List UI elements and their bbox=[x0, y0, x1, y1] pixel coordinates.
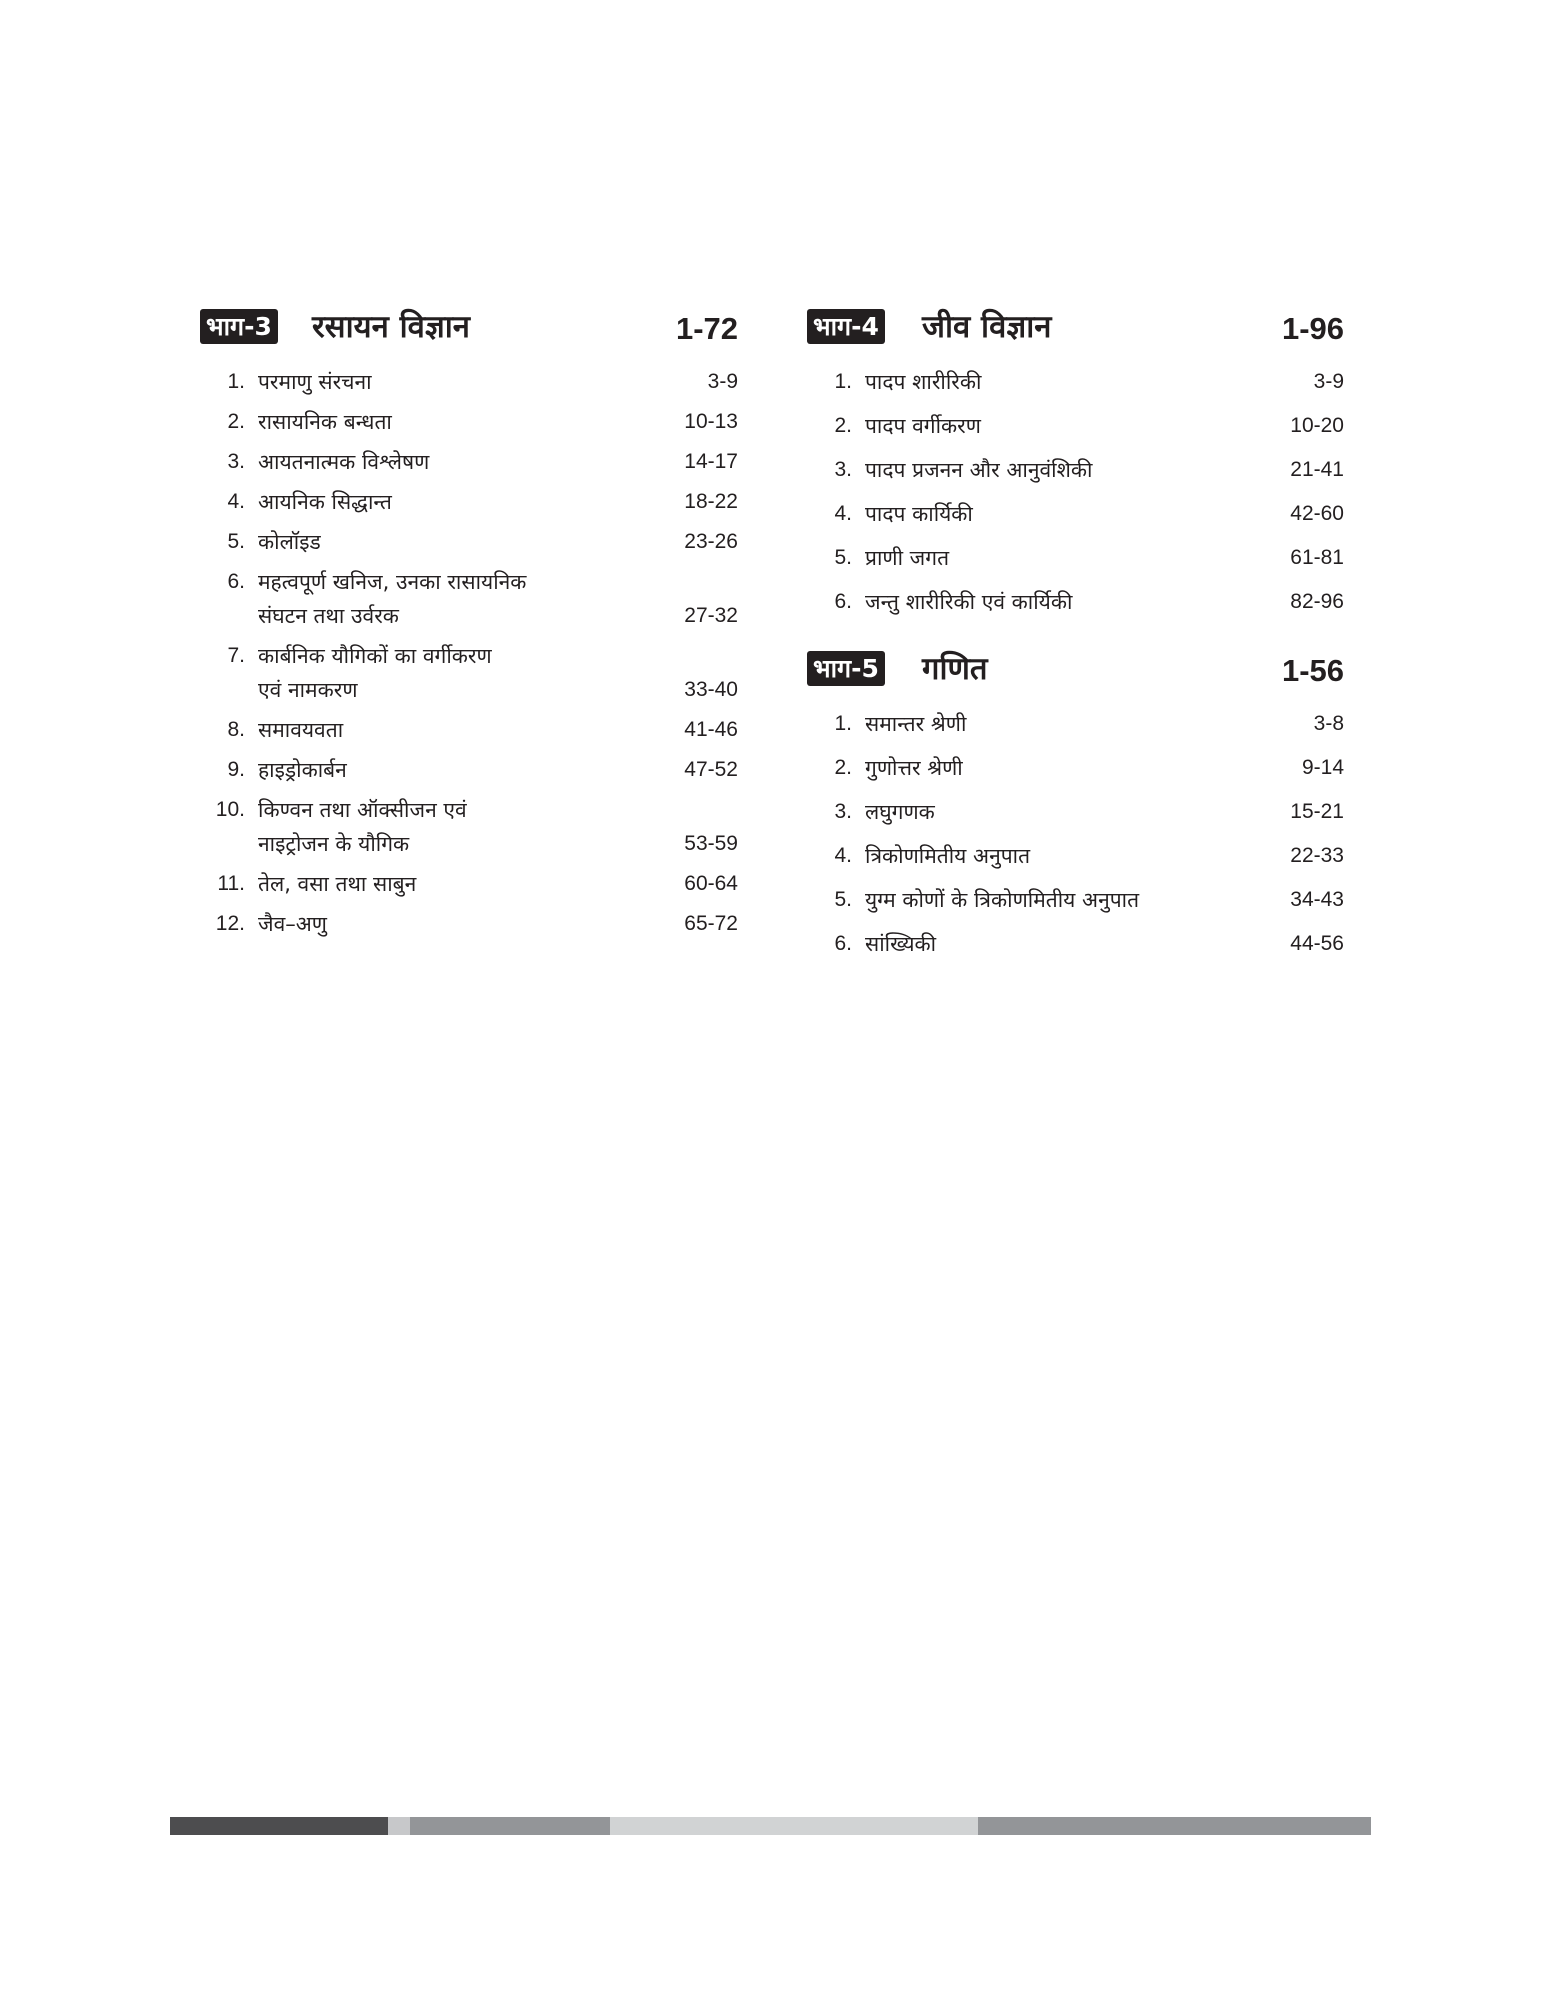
footer-bar-segment bbox=[610, 1817, 978, 1835]
chapter-title: समावयवता bbox=[258, 718, 344, 742]
chapter-number: 2. bbox=[834, 756, 852, 779]
chapter-title: गुणोत्तर श्रेणी bbox=[865, 756, 963, 780]
chapter-title: रासायनिक बन्धता bbox=[258, 410, 392, 434]
chapter-pages: 3-8 bbox=[1313, 712, 1344, 735]
chapter-pages: 10-13 bbox=[684, 410, 738, 433]
section-page-range: 1-56 bbox=[1281, 653, 1344, 688]
section-part-4 bbox=[807, 303, 1344, 619]
footer-color-bar bbox=[170, 1817, 1371, 1835]
chapter-number: 2. bbox=[227, 410, 245, 433]
chapter-entry bbox=[807, 751, 1344, 785]
chapter-pages: 15-21 bbox=[1290, 800, 1344, 823]
chapter-number: 3. bbox=[227, 450, 245, 473]
chapter-number: 6. bbox=[834, 932, 852, 955]
chapter-pages: 42-60 bbox=[1290, 502, 1344, 525]
chapter-pages: 9-14 bbox=[1301, 756, 1344, 779]
chapter-title: सांख्यिकी bbox=[865, 932, 937, 956]
section-header bbox=[807, 303, 1344, 353]
chapter-entry bbox=[807, 707, 1344, 741]
chapter-title: जैव–अणु bbox=[258, 912, 327, 936]
section-header bbox=[807, 645, 1344, 695]
chapter-entry bbox=[200, 793, 738, 861]
section-page-range: 1-96 bbox=[1281, 311, 1344, 346]
chapter-title: जन्तु शारीरिकी एवं कार्यिकी bbox=[865, 590, 1073, 614]
chapter-entry bbox=[807, 927, 1344, 961]
chapter-list bbox=[807, 707, 1344, 961]
chapter-pages: 41-46 bbox=[684, 718, 738, 741]
chapter-number: 4. bbox=[834, 502, 852, 525]
toc-right-column bbox=[807, 303, 1344, 971]
chapter-number: 1. bbox=[227, 370, 245, 393]
chapter-number: 4. bbox=[834, 844, 852, 867]
part-badge: भाग-4 bbox=[807, 309, 885, 344]
chapter-pages: 65-72 bbox=[684, 912, 738, 935]
chapter-number: 3. bbox=[834, 800, 852, 823]
chapter-pages: 18-22 bbox=[684, 490, 738, 513]
chapter-pages: 27-32 bbox=[684, 604, 738, 627]
chapter-title: आयनिक सिद्धान्त bbox=[258, 490, 392, 514]
chapter-entry bbox=[200, 639, 738, 707]
chapter-number: 5. bbox=[227, 530, 245, 553]
section-title: जीव विज्ञान bbox=[922, 309, 1052, 345]
chapter-title: प्राणी जगत bbox=[865, 546, 950, 570]
footer-bar-segment bbox=[388, 1817, 410, 1835]
chapter-title: युग्म कोणों के त्रिकोणमितीय अनुपात bbox=[865, 888, 1140, 912]
chapter-title: तेल, वसा तथा साबुन bbox=[258, 872, 417, 896]
chapter-entry bbox=[200, 753, 738, 787]
chapter-title: हाइड्रोकार्बन bbox=[258, 758, 347, 782]
chapter-number: 12. bbox=[215, 912, 245, 935]
chapter-pages: 3-9 bbox=[1313, 370, 1344, 393]
chapter-entry bbox=[807, 839, 1344, 873]
chapter-number: 2. bbox=[834, 414, 852, 437]
chapter-pages: 47-52 bbox=[684, 758, 738, 781]
footer-bar-segment bbox=[410, 1817, 610, 1835]
chapter-entry bbox=[200, 445, 738, 479]
chapter-pages: 82-96 bbox=[1290, 590, 1344, 613]
chapter-number: 5. bbox=[834, 546, 852, 569]
chapter-number: 1. bbox=[834, 712, 852, 735]
part-badge: भाग-5 bbox=[807, 651, 885, 686]
chapter-entry bbox=[807, 585, 1344, 619]
chapter-entry bbox=[807, 409, 1344, 443]
chapter-title: कोलॉइड bbox=[258, 530, 321, 554]
chapter-pages: 22-33 bbox=[1290, 844, 1344, 867]
chapter-pages: 21-41 bbox=[1290, 458, 1344, 481]
chapter-pages: 33-40 bbox=[684, 678, 738, 701]
chapter-entry bbox=[200, 485, 738, 519]
chapter-number: 9. bbox=[227, 758, 245, 781]
chapter-entry bbox=[807, 795, 1344, 829]
chapter-pages: 60-64 bbox=[684, 872, 738, 895]
chapter-pages: 14-17 bbox=[684, 450, 738, 473]
section-title: रसायन विज्ञान bbox=[312, 309, 471, 345]
chapter-title: त्रिकोणमितीय अनुपात bbox=[865, 844, 1031, 868]
part-badge: भाग-3 bbox=[200, 309, 278, 344]
chapter-entry bbox=[200, 365, 738, 399]
chapter-number: 7. bbox=[227, 644, 245, 667]
chapter-title: पादप शारीरिकी bbox=[865, 370, 982, 394]
chapter-entry bbox=[200, 907, 738, 941]
chapter-entry bbox=[200, 405, 738, 439]
chapter-number: 5. bbox=[834, 888, 852, 911]
section-part-5 bbox=[807, 645, 1344, 961]
chapter-pages: 34-43 bbox=[1290, 888, 1344, 911]
chapter-number: 3. bbox=[834, 458, 852, 481]
chapter-pages: 61-81 bbox=[1290, 546, 1344, 569]
chapter-number: 6. bbox=[834, 590, 852, 613]
chapter-entry bbox=[200, 525, 738, 559]
footer-bar-segment bbox=[170, 1817, 388, 1835]
chapter-title: लघुगणक bbox=[865, 800, 935, 824]
chapter-list bbox=[807, 365, 1344, 619]
chapter-number: 11. bbox=[217, 872, 245, 895]
chapter-entry bbox=[807, 541, 1344, 575]
chapter-title: पादप प्रजनन और आनुवंशिकी bbox=[865, 458, 1093, 482]
chapter-title: कार्बनिक यौगिकों का वर्गीकरण एवं नामकरण bbox=[258, 644, 492, 702]
chapter-pages: 23-26 bbox=[684, 530, 738, 553]
chapter-number: 6. bbox=[227, 570, 245, 593]
chapter-entry bbox=[807, 883, 1344, 917]
section-title: गणित bbox=[922, 651, 988, 687]
chapter-pages: 10-20 bbox=[1290, 414, 1344, 437]
chapter-title: पादप वर्गीकरण bbox=[865, 414, 981, 438]
chapter-title: किण्वन तथा ऑक्सीजन एवं नाइट्रोजन के यौगिक bbox=[258, 798, 467, 856]
chapter-title: आयतनात्मक विश्लेषण bbox=[258, 450, 430, 474]
chapter-title: महत्वपूर्ण खनिज, उनका रासायनिक संघटन तथा उर्वरक bbox=[258, 570, 527, 628]
chapter-title: पादप कार्यिकी bbox=[865, 502, 973, 526]
chapter-pages: 53-59 bbox=[684, 832, 738, 855]
chapter-entry bbox=[200, 713, 738, 747]
chapter-number: 4. bbox=[227, 490, 245, 513]
chapter-pages: 44-56 bbox=[1290, 932, 1344, 955]
chapter-entry bbox=[200, 867, 738, 901]
chapter-entry bbox=[807, 365, 1344, 399]
chapter-title: परमाणु संरचना bbox=[258, 370, 372, 394]
chapter-entry bbox=[200, 565, 738, 633]
section-part-3 bbox=[200, 303, 738, 941]
section-header bbox=[200, 303, 738, 353]
chapter-list bbox=[200, 365, 738, 941]
chapter-entry bbox=[807, 453, 1344, 487]
section-page-range: 1-72 bbox=[675, 311, 738, 346]
chapter-title: समान्तर श्रेणी bbox=[865, 712, 967, 736]
chapter-pages: 3-9 bbox=[707, 370, 738, 393]
chapter-entry bbox=[807, 497, 1344, 531]
chapter-number: 8. bbox=[227, 718, 245, 741]
footer-bar-segment bbox=[978, 1817, 1371, 1835]
chapter-number: 10. bbox=[215, 798, 245, 821]
toc-left-column bbox=[200, 303, 738, 947]
chapter-number: 1. bbox=[834, 370, 852, 393]
